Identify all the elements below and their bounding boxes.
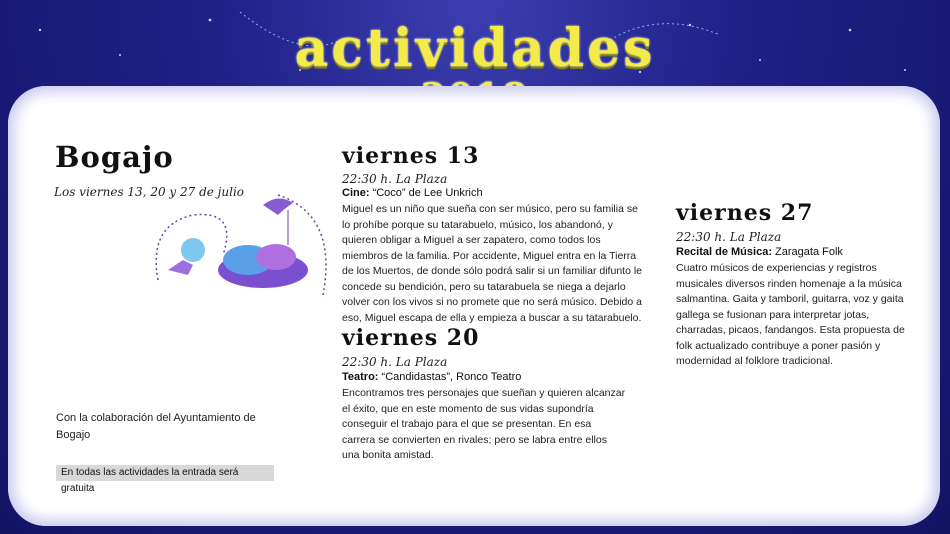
event-day: viernes 13 bbox=[342, 143, 480, 169]
dates-line: Los viernes 13, 20 y 27 de julio bbox=[54, 185, 245, 199]
event-time: 22:30 h. La Plaza bbox=[342, 355, 448, 369]
event-activity: “Coco” de Lee Unkrich bbox=[372, 187, 483, 199]
event-description: Encontramos tres personajes que sueñan y quieren alcanzar el éxito, que en este momento de sus vidas supondría conseguir el trabajo para el que se presentan. En esa carrera se convierten en rivales; pero se labra entre ellos una bonita amistad. bbox=[342, 387, 626, 461]
event-description: Cuatro músicos de experiencias y registros musicales diversos rinden homenaje a la música salmantina. Gaita y tamboril, guitarra, voz y gaita gallega se fusionan para interpretar jotas, charradas, picaos, fandangos. Esta propuesta de folk actualizado contribuye a poner pasión y modernidad al folklore tradicional. bbox=[676, 262, 905, 367]
page-title: actividades bbox=[294, 18, 656, 79]
event-day: viernes 20 bbox=[342, 325, 480, 351]
event-description: Miguel es un niño que sueña con ser músico, pero su familia se lo prohíbe porque su tatarabuelo, músico, los abandonó, y quieren obligar a Miguel a ser zapatero, como todos los miembros de la familia. Por accidente, Miguel entra en la Tierra de los Muertos, de donde sólo podrá salir si un familiar difunto le concede su bendición, pero su tatarabuela se niega a dejarlo volver con los vivos si no promete que no será músico. Debido a eso, Miguel escapa de ella y empieza a buscar a su tatarabuelo. bbox=[342, 203, 642, 324]
event-activity: “Candidastas”, Ronco Teatro bbox=[381, 371, 522, 383]
collaboration-note: Con la colaboración del Ayuntamiento de Bogajo bbox=[56, 412, 256, 441]
pegasus-icon bbox=[168, 260, 193, 275]
event-category: Recital de Música: bbox=[676, 246, 772, 258]
decorative-illustration bbox=[148, 185, 338, 305]
free-entry-note: En todas las actividades la entrada será gratuita bbox=[56, 465, 274, 481]
event-time: 22:30 h. La Plaza bbox=[342, 172, 448, 186]
event-day: viernes 27 bbox=[676, 200, 814, 226]
event-time: 22:30 h. La Plaza bbox=[676, 230, 782, 244]
event-activity: Zaragata Folk bbox=[775, 246, 843, 258]
place-name: Bogajo bbox=[55, 140, 174, 174]
event-category: Cine: bbox=[342, 187, 370, 199]
balloon-icon bbox=[181, 238, 205, 262]
event-category: Teatro: bbox=[342, 371, 379, 383]
